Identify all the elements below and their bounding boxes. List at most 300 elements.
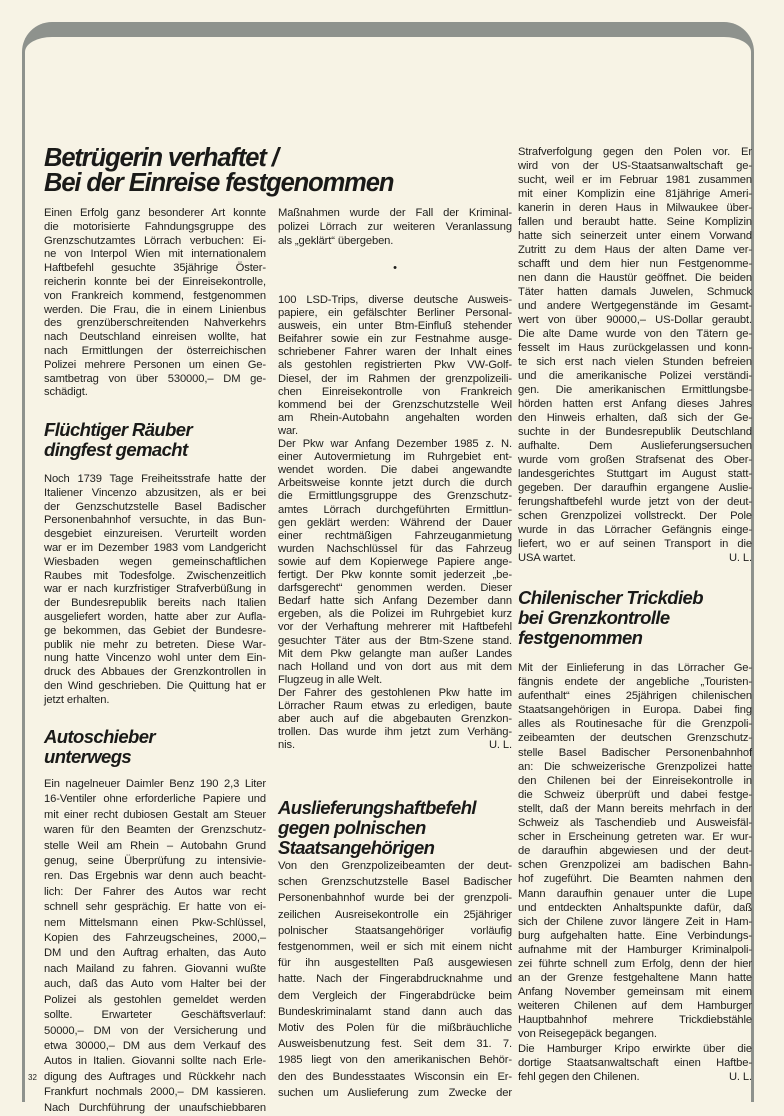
text-line-content: werden. Die Frau, die in einem Linienbus — [44, 303, 266, 316]
text-line-content: Zutritt zu dem Haus der alten Dame ver- — [518, 244, 752, 256]
text-line-content: gesuchter Täter aus der Btm-Szene stand. — [278, 634, 512, 647]
text-line — [278, 451, 512, 464]
text-line-content: Flugzeug in alle Welt. — [278, 673, 383, 686]
headline-line: Betrügerin verhaftet / — [44, 144, 278, 172]
heading-line: gegen polnischen — [278, 817, 426, 838]
text-line-content: digung des Auftrages und Rückkehr nach — [44, 1070, 266, 1083]
text-line-content: der Bundesrepublik bereits nach Italien — [44, 597, 266, 610]
text-line — [518, 830, 752, 844]
text-line-content: als „geklärt“ übergeben. — [278, 235, 394, 247]
text-line-content: nis. — [278, 739, 295, 752]
text-line — [518, 313, 752, 327]
text-line — [278, 333, 512, 346]
text-line-content: wendet worden. Die dabei angewandte — [278, 464, 512, 477]
text-line — [44, 1024, 266, 1039]
text-line-content: darfsgerecht“ genommen werden. Dieser — [278, 582, 512, 595]
text-line-content: 100 LSD-Trips, diverse deutsche Ausweis- — [278, 294, 512, 306]
author-signature: U. L. — [488, 739, 512, 752]
text-line — [278, 1020, 512, 1036]
text-line — [518, 215, 752, 229]
text-line — [518, 731, 752, 745]
text-line — [518, 971, 752, 985]
text-line-content: zeibeamten der deutschen Grenzschutz- — [518, 732, 752, 745]
text-line-content: gen geklärt werden: Während der Dauer — [278, 516, 512, 529]
text-line-content: nem Mittelsmann einen Pkw-Schlüssel, — [44, 916, 266, 929]
text-line-content: wert von über 90000,– US-Dollar geraubt. — [518, 314, 752, 326]
text-line-content: Nach Durchführung der unaufschiebbaren — [44, 1101, 266, 1114]
text-line — [278, 661, 512, 674]
text-line-content: Personenbahnhof wurde bei der grenzpoli- — [278, 892, 512, 905]
text-line-content: zei führte schnell zum Erfolg, denn der hier — [518, 957, 752, 970]
text-line-content: hatte sich seinerzeit unter einem Vorwand — [518, 230, 752, 242]
text-line — [44, 694, 266, 708]
text-line-content: den Hinweis erhalten, daß sich der Ge- — [518, 412, 752, 424]
text-line — [278, 1085, 512, 1101]
text-line — [278, 477, 512, 490]
text-line — [278, 648, 512, 661]
text-line-content: fallen und beraubt hatte. Seine Komplizin — [518, 216, 752, 228]
text-line-content: sowie auf dem Kopierwege Papiere ange- — [278, 555, 512, 568]
text-line-content: die Schweiz überprüft und dabei festge- — [518, 788, 752, 801]
text-line — [278, 346, 512, 359]
text-line — [44, 854, 266, 869]
paragraph — [278, 858, 512, 1101]
text-line — [518, 858, 752, 872]
text-line — [518, 439, 752, 453]
paragraph — [278, 294, 512, 438]
text-line-content: genug, seine Überprüfung zu intensivie- — [44, 855, 266, 868]
section-heading — [44, 727, 266, 767]
text-line-content: polnischer Staatsangehöriger vorläufig — [278, 924, 512, 937]
text-line-content: stelle Basel Badischer Personenbahnhof — [518, 746, 752, 759]
text-line — [278, 320, 512, 333]
text-line-content: einer Autovermietung im Ruhrgebiet ent- — [278, 451, 512, 464]
text-line-content: DM und den Auftrag erhalten, das Auto — [44, 947, 266, 960]
text-line-content: sollte. Erwarteter Geschäftsverlauf: — [44, 1009, 266, 1022]
text-line — [278, 438, 512, 451]
text-line — [44, 542, 266, 556]
text-line-content: Mit der Einlieferung in das Lörracher Ge- — [518, 662, 752, 674]
text-line-content: chen Einreisekontrolle von Frankreich — [278, 385, 512, 398]
text-line-content: fertigt. Der Pkw konnte somit jederzeit „be- — [278, 569, 512, 582]
text-line-content: fesselt im Haus zurückgelassen und konn- — [518, 342, 752, 354]
text-line-content: ge bekommen, das Gebiet der Bundesre- — [44, 624, 266, 637]
text-line — [518, 425, 752, 439]
text-line — [44, 792, 266, 807]
text-line-content: und andere Wertgegenstände im Gesamt- — [518, 300, 752, 312]
text-line — [518, 257, 752, 271]
text-line — [44, 317, 266, 331]
text-line — [278, 988, 512, 1004]
text-line-content: polizei Lörrach zur weiteren Veranlassung — [278, 221, 512, 233]
text-line-content: am Rhein-Autobahn angehalten worden — [278, 411, 512, 424]
text-line — [278, 307, 512, 320]
text-line-content: ergeben, als die Polizei im Ruhrgebiet kurz — [278, 608, 512, 621]
text-line-content: von Reisegepäck begangen. — [518, 1028, 657, 1041]
text-line-content: sich der Chilene zuvor längere Zeit in Ham- — [518, 915, 752, 928]
text-line — [44, 993, 266, 1008]
text-line — [518, 537, 752, 551]
text-line — [518, 411, 752, 425]
text-line-content: vor der Verhaftung mehrerer mit Haftbefehl — [278, 621, 512, 634]
text-line — [278, 923, 512, 939]
text-line — [518, 453, 752, 467]
text-line-content: 1985 liegt von den amerikanischen Behör- — [278, 1054, 512, 1067]
text-line — [278, 939, 512, 955]
text-line-content: hörden hatten erst Anfang dieses Jahres — [518, 398, 752, 410]
text-line — [518, 299, 752, 313]
text-line — [278, 359, 512, 372]
text-line-content: Raubes mit Todesfolge. Zwischenzeitlich — [44, 569, 266, 582]
text-line — [518, 675, 752, 689]
paragraph — [518, 1042, 752, 1084]
paragraph — [278, 206, 512, 248]
text-line — [518, 887, 752, 901]
text-line-content: papiere, ein gefälschter Berliner Personal- — [278, 307, 512, 320]
text-line-content: Polizei als gestohlen gemeldet werden — [44, 993, 266, 1006]
text-line — [278, 1004, 512, 1020]
text-line — [278, 890, 512, 906]
text-line-content: nach Holland und von dort aus mit dem — [278, 660, 512, 673]
text-line-content: Von den Grenzpolizeibeamten der deut- — [278, 860, 512, 872]
text-line-content: ausweis, ein unter Btm-Einfluß stehender — [278, 320, 512, 333]
text-line — [44, 1101, 266, 1116]
text-line — [44, 885, 266, 900]
text-line — [518, 689, 752, 703]
text-line — [518, 187, 752, 201]
text-line — [518, 1070, 752, 1084]
page-number: 32 — [28, 1073, 37, 1082]
text-line — [278, 700, 512, 713]
text-line — [518, 943, 752, 957]
section-heading — [518, 588, 752, 648]
text-line-content: fehl gegen den Chilenen. — [518, 1070, 640, 1083]
text-line-content: gen. Die amerikanischen Ermittlungsbe- — [518, 384, 752, 396]
text-line — [44, 556, 266, 570]
text-line-content: zeilichen Ausreisekontrolle ein 25jähriger — [278, 908, 512, 921]
text-line-content: ne von Interpol Wien mit internationalem — [44, 248, 266, 261]
text-line-content: reicherin konnte bei der Einreisekontrolle, — [44, 275, 266, 288]
text-line-content: Motiv des Polen für die mißbräuchliche — [278, 1022, 512, 1035]
text-line — [44, 680, 266, 694]
text-line-content: wurde in das Lörracher Gefängnis einge- — [518, 524, 752, 536]
heading-line: Autoschieber — [44, 726, 156, 747]
text-line — [278, 582, 512, 595]
heading-line: dingfest gemacht — [44, 439, 188, 460]
text-line — [44, 1039, 266, 1054]
text-line — [518, 369, 752, 383]
text-line-content: Arbeitsweise konnte jetzt durch die durch — [278, 477, 512, 490]
text-line-content: auch, daß das Auto vom Halter bei der — [44, 978, 266, 991]
text-line-content: mit einer recht dubiosen Gestalt am Steuer — [44, 808, 266, 821]
text-line-content: nach Mailand zu fahren. Giovanni wußte — [44, 962, 266, 975]
text-line-content: Der Fahrer des gestohlenen Pkw hatte im — [278, 687, 512, 699]
text-line-content: hof zugeführt. Die Beamten nahmen den — [518, 873, 752, 886]
text-line — [518, 915, 752, 929]
text-line — [44, 290, 266, 304]
text-line — [278, 907, 512, 923]
text-line — [278, 713, 512, 726]
text-line-content: schen Grenzpolizei vollstreckt. Der Pole — [518, 510, 752, 522]
text-line — [518, 271, 752, 285]
paragraph — [278, 438, 512, 687]
text-line-content: von Frankreich kommend, festgenommen — [44, 289, 266, 302]
text-line — [44, 977, 266, 992]
text-line-content: Autos in Italien. Giovanni sollte nach Erle- — [44, 1055, 266, 1068]
text-line-content: schen Grenzschutzstelle Basel Badischer — [278, 876, 512, 889]
text-line-content: mit einer Komplizin eine 81jährige Ameri- — [518, 188, 752, 200]
text-line-content: der Genzschutzstelle Basel Badischer — [44, 500, 266, 513]
text-line-content: Noch 1739 Tage Freiheitsstrafe hatte der — [44, 473, 266, 485]
text-line — [518, 844, 752, 858]
text-line — [278, 399, 512, 412]
text-line-content: Staatsangehörigen in Europa. Dabei fing — [518, 704, 752, 717]
text-line — [278, 1036, 512, 1052]
text-line-content: Wiesbaden wegen gemeinschaftlichen — [44, 555, 266, 568]
text-line-content: für ihn ausgestellten Paß ausgewiesen — [278, 957, 512, 970]
text-line-content: stellt, daß der Mann bereits mehrfach in der — [518, 802, 752, 815]
text-line — [278, 608, 512, 621]
text-line — [518, 774, 752, 788]
text-line — [518, 788, 752, 802]
text-line-content: de daraufhin abgewiesen und der deut- — [518, 845, 752, 858]
text-line-content: wurden Nachschlüssel für das Fahrzeug — [278, 542, 512, 555]
text-line — [44, 386, 266, 400]
text-line — [518, 173, 752, 187]
text-line — [278, 595, 512, 608]
text-line-content: schriebener Fahrer waren der Inhalt eines — [278, 346, 512, 359]
text-line-content: Die alte Dame wurde von den Tätern ge- — [518, 328, 752, 340]
text-line-content: trollen. Das wurde ihm jetzt zum Verhäng- — [278, 726, 512, 739]
text-line — [44, 597, 266, 611]
text-line — [518, 872, 752, 886]
text-line — [518, 243, 752, 257]
paragraph — [518, 145, 752, 565]
text-line-content: Maßnahmen wurde der Fall der Kriminal- — [278, 207, 512, 219]
text-line — [518, 957, 752, 971]
text-line-content: nung hatte Vincenzo wohl unter dem Ein- — [44, 652, 266, 665]
paragraph — [44, 207, 266, 400]
text-line-content: Polizei mehrere Personen um einen Ge- — [44, 358, 266, 371]
text-line-content: Haftbefehl gesuchte 35jährige Öster- — [44, 262, 266, 275]
text-line — [278, 386, 512, 399]
text-line-content: Täter hatten damals Juwelen, Schmuck — [518, 286, 752, 298]
text-line-content: Einen Erfolg ganz besonderer Art konnte — [44, 207, 266, 219]
text-line — [44, 345, 266, 359]
text-line-content: druck des Abbaues der Grenzkontrollen in — [44, 666, 266, 679]
text-line — [518, 341, 752, 355]
text-line-content: und die amerikanische Polizei verständi- — [518, 370, 752, 382]
text-line-content: ferungshaftbefehl wurde jetzt von der deut- — [518, 496, 752, 508]
text-line — [278, 858, 512, 874]
text-line-content: wird von der US-Staatsanwaltschaft ge- — [518, 160, 752, 172]
text-line-content: als gestohlen registrierten Pkw VW-Golf- — [278, 359, 512, 372]
text-line — [44, 331, 266, 345]
text-line-content: liefert, wo er auf seinen Transport in die — [518, 538, 752, 550]
text-line — [278, 1069, 512, 1085]
text-line — [518, 1056, 752, 1070]
text-line — [44, 1085, 266, 1100]
text-line-content: nen dann die Haustür geöffnet. Die beiden — [518, 272, 752, 284]
text-line — [44, 570, 266, 584]
text-line — [44, 916, 266, 931]
text-line-content: an: Die schweizerische Grenzpolizei hatte — [518, 760, 752, 773]
text-line — [518, 481, 752, 495]
paragraph — [518, 661, 752, 1042]
text-line-content: suchen um Auslieferung zum Zwecke der — [278, 1086, 512, 1099]
text-line — [44, 235, 266, 249]
text-line-content: ren. Das Ergebnis war denn auch beacht- — [44, 870, 266, 883]
text-line-content: schafft und dem hier nun Festgenomme- — [518, 258, 752, 270]
text-line — [44, 823, 266, 838]
text-line — [44, 248, 266, 262]
text-line — [278, 635, 512, 648]
text-line-content: aufenthalt“ eines 25jährigen chilenischen — [518, 690, 752, 703]
text-line — [518, 929, 752, 943]
text-line-content: aber auch auf die abgebauten Grenzkon- — [278, 713, 512, 726]
text-line — [44, 528, 266, 542]
text-line — [518, 746, 752, 760]
text-line-content: schädigt. — [44, 386, 88, 399]
text-line — [278, 234, 512, 248]
text-line — [44, 207, 266, 221]
text-line — [44, 583, 266, 597]
text-line-content: des grenzüberschreitenden Nahverkehrs — [44, 317, 266, 330]
text-line — [44, 625, 266, 639]
text-line-content: ausgeliefert worden, hatte aber zur Aufla- — [44, 610, 266, 623]
text-line — [518, 523, 752, 537]
text-line — [278, 674, 512, 687]
text-line-content: war er nach kurzfristiger Strafverbüßung in — [44, 583, 266, 596]
text-line — [44, 869, 266, 884]
text-line-content: Ein nagelneuer Daimler Benz 190 2,3 Liter — [44, 778, 266, 790]
text-line — [278, 373, 512, 386]
text-line — [518, 159, 752, 173]
text-line — [518, 495, 752, 509]
heading-line: Staatsangehörigen — [278, 837, 435, 858]
text-line-content: sucht, weil er im Februar 1981 zusammen — [518, 174, 752, 186]
text-line-content: nach Ermittlungen der österreichischen — [44, 344, 266, 357]
text-line — [44, 946, 266, 961]
text-line — [44, 839, 266, 854]
text-line — [278, 621, 512, 634]
headline-line: Bei der Einreise festgenommen — [44, 169, 394, 197]
text-line-content: Bedarf hatte sich Anfang Dezember dann — [278, 595, 512, 608]
text-line — [518, 285, 752, 299]
text-line — [518, 551, 752, 565]
text-line — [278, 490, 512, 503]
text-line — [44, 1008, 266, 1023]
text-line — [44, 808, 266, 823]
text-line-content: Frankfurt nochmals 2000,– DM kassieren. — [44, 1086, 266, 1099]
text-line-content: samtbetrag von über 530000,– DM ge- — [44, 372, 266, 385]
text-line — [518, 760, 752, 774]
text-line-content: te sich erst nach vielen Stunden befreien — [518, 356, 752, 368]
text-line-content: Strafverfolgung gegen den Polen vor. Er — [518, 146, 752, 158]
text-line-content: nach Deutschland einreisen wollte, hat — [44, 331, 266, 344]
text-line — [44, 373, 266, 387]
text-line-content: kanerin in deren Haus in Milwaukee über- — [518, 202, 752, 214]
text-line — [518, 999, 752, 1013]
text-line-content: den des Bundesstaates Wisconsin ein Er- — [278, 1070, 512, 1083]
text-line-content: Personenbahnhof versuchte, in das Bun- — [44, 514, 266, 527]
text-line-content: fängnis endete der angebliche „Touristen- — [518, 676, 752, 689]
text-line-content: die motorisierte Fahndungsgruppe des — [44, 220, 266, 233]
text-line-content: Beifahrer sowie ein zur Festnahme ausge- — [278, 333, 512, 346]
text-line-content: den Chilenen bei der Einreisekontrolle in — [518, 774, 752, 787]
text-line-content: dortige Staatsanwaltschaft einen Haftbe- — [518, 1056, 752, 1069]
text-line — [278, 504, 512, 517]
text-line — [44, 962, 266, 977]
heading-line: Auslieferungshaftbefehl — [278, 797, 476, 818]
text-line — [44, 931, 266, 946]
text-line-content: desgebiet einzureisen. Verurteilt worden — [44, 528, 266, 541]
text-line — [518, 717, 752, 731]
text-line-content: scher in Erscheinung getreten war. Er wur- — [518, 831, 752, 844]
text-line-content: an der Grenze festgehaltene Mann hatte — [518, 972, 752, 985]
text-line — [278, 569, 512, 582]
text-line-content: suchte in der Bundesrepublik Deutschland — [518, 426, 752, 438]
text-line — [44, 359, 266, 373]
text-line-content: kommend bei der Grenzschutzstelle Weil — [278, 398, 512, 411]
heading-line: Flüchtiger Räuber — [44, 419, 193, 440]
text-line — [278, 425, 512, 438]
text-line-content: weiteren Chilenen auf dem Hamburger — [518, 1000, 752, 1013]
separator-bullet: • — [393, 262, 397, 274]
text-line — [518, 816, 752, 830]
section-heading — [44, 420, 266, 460]
text-line-content: Kopien des Fahrzeugscheines, 2000,– — [44, 932, 266, 945]
text-line-content: war. — [278, 424, 299, 437]
text-line — [278, 971, 512, 987]
text-line — [44, 777, 266, 792]
text-line-content: Ausweisbenutzung fest. Seit dem 31. 7. — [278, 1038, 512, 1051]
text-line — [278, 412, 512, 425]
text-line-content: waren für den Beamten der Grenzschutz- — [44, 824, 266, 837]
text-line-content: hatte. Nach der Fingerabdrucknahme und — [278, 973, 512, 986]
text-line-content: einer rechtmäßigen Fahrzeuganmietung — [278, 529, 512, 542]
text-line — [518, 201, 752, 215]
text-line-content: burg aufgehalten hatte. Eine Verbindungs- — [518, 929, 752, 942]
text-line-content: dem Vergleich der Fingerabdrücke beim — [278, 989, 512, 1002]
text-line-content: etwa 30000,– DM aus dem Verkauf des — [44, 1039, 266, 1052]
paragraph — [44, 473, 266, 708]
text-line — [44, 262, 266, 276]
text-line — [518, 1042, 752, 1056]
paragraph — [44, 777, 266, 1116]
text-line — [44, 487, 266, 501]
text-line-content: und entdeckten Anhaltspunkte dafür, daß — [518, 901, 752, 914]
text-line-content: 50000,– DM von der Versicherung und — [44, 1024, 266, 1037]
text-line — [518, 397, 752, 411]
text-line-content: Hauptbahnhof mehrere Trickdiebstähle — [518, 1014, 752, 1027]
text-line — [278, 543, 512, 556]
text-line — [278, 517, 512, 530]
text-line-content: Der Pkw war Anfang Dezember 1985 z. N. — [278, 438, 512, 451]
text-line — [44, 652, 266, 666]
text-line-content: Grenzschutzamtes Lörrach verbuchen: Ei- — [44, 234, 266, 247]
text-line — [518, 355, 752, 369]
text-line-content: Lörracher Raum etwas zu erledigen, baute — [278, 700, 512, 713]
text-line-content: publik nie mehr zu betreten. Diese War- — [44, 638, 266, 651]
text-line — [278, 556, 512, 569]
text-line-content: Bundeskriminalamt stand dann auch das — [278, 1005, 512, 1018]
author-signature: U. L. — [728, 1070, 752, 1083]
text-line — [44, 611, 266, 625]
text-line — [44, 473, 266, 487]
heading-line: unterwegs — [44, 746, 132, 767]
text-line — [44, 276, 266, 290]
